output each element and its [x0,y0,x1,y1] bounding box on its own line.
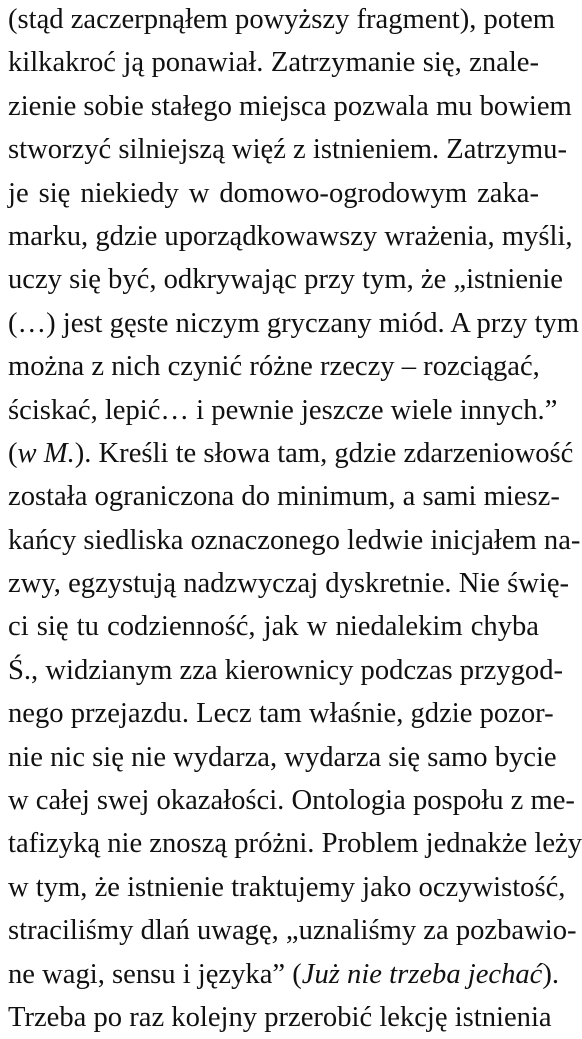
text-run: w całej swej okazałości. Ontologia pospołu z me- [8,785,575,817]
text-line [8,432,574,475]
text-run: można z nich czynić różne rzeczy – rozciągać, [8,351,540,383]
text-line [8,302,579,345]
text-run: ściskać, lepić… i pewnie jeszcze wiele innych.” [8,394,558,426]
text-line [8,41,539,84]
text-line [8,692,554,735]
text-run: w tym, że istnienie traktujemy jako oczywistość, [8,871,566,903]
italic-title: w M. [17,437,75,469]
text-line [8,605,539,648]
text-line [8,866,566,909]
text-run: ). [542,958,560,990]
text-run: uczy się być, odkrywając przy tym, że „istnienie [8,264,563,296]
text-line [8,649,564,692]
text-run: stworzyć silniejszą więź z istnieniem. Zatrzymu- [8,134,567,166]
text-run: (stąd zaczerpnąłem powyższy fragment), potem [8,4,556,35]
text-line [8,519,581,562]
text-run: zwy, egzystują nadzwyczaj dyskretnie. Nie świę- [8,568,570,600]
document-page [8,0,582,1039]
text-run: ci się tu codzienność, jak w niedalekim chyba [8,611,539,643]
text-line [8,909,577,952]
text-run: je się niekiedy w domowo-ogrodowym zaka- [8,177,539,209]
text-line [8,562,570,605]
text-run: została ograniczona do minimum, a sami miesz- [8,481,560,513]
text-line [8,996,552,1039]
text-run: tafizyką nie znoszą próżni. Problem jednakże leży [8,828,582,860]
text-line [8,172,539,215]
text-run: kilkakroć ją ponawiał. Zatrzymanie się, znale- [8,47,539,79]
text-run: (…) jest gęste niczym gryczany miód. A przy tym [8,307,579,339]
text-run: ne wagi, sensu i języka” ( [8,958,302,990]
text-line [8,475,560,518]
text-line [8,85,572,128]
text-run: kańcy siedliska oznaczonego ledwie inicjałem na- [8,524,581,556]
text-run: straciliśmy dlań uwagę, „uznaliśmy za pozbawio- [8,915,577,947]
text-line [8,258,563,301]
text-run: nie nic się nie wydarza, wydarza się samo bycie [8,741,557,773]
text-line [8,736,557,779]
text-run: ). Kreśli te słowa tam, gdzie zdarzeniowość [74,437,574,469]
text-run: marku, gdzie uporządkowawszy wrażenia, myśli, [8,220,573,252]
text-line [8,0,556,41]
text-run: nego przejazdu. Lecz tam właśnie, gdzie pozor- [8,698,554,730]
italic-title: Już nie trzeba jechać [301,958,543,990]
text-line [8,953,560,996]
text-line [8,128,567,171]
text-line [8,215,573,258]
text-line [8,822,582,865]
text-run: Ś., widzianym zza kierownicy podczas przygod- [8,654,564,686]
text-run: ( [8,437,18,469]
body-text [8,0,582,1039]
text-line [8,345,539,388]
text-run: zienie sobie stałego miejsca pozwala mu bowiem [8,90,572,122]
text-run: Trzeba po raz kolejny przerobić lekcję istnienia [8,1001,552,1033]
text-line [8,779,575,822]
text-line [8,389,558,432]
